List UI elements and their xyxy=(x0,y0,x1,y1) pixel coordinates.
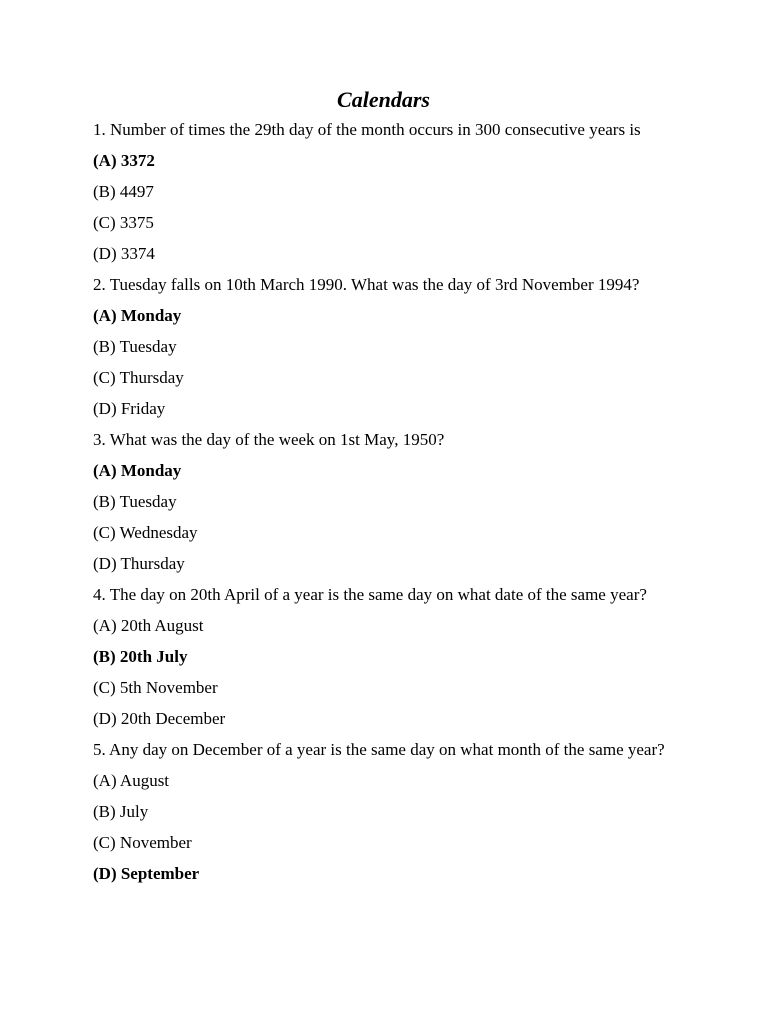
question-5-option-d: (D) September xyxy=(93,864,200,883)
question-5-option-a: (A) August xyxy=(93,771,170,790)
question-5-option-b: (B) July xyxy=(93,802,149,821)
question-3-option-b: (B) Tuesday xyxy=(93,492,177,511)
question-1-option-c: (C) 3375 xyxy=(93,213,154,232)
question-5-option-c: (C) November xyxy=(93,833,192,852)
question-4-text: 4. The day on 20th April of a year is the same day on what date of the same year? xyxy=(93,585,647,604)
question-5-text: 5. Any day on December of a year is the same day on what month of the same year? xyxy=(93,740,665,759)
question-2-text: 2. Tuesday falls on 10th March 1990. What was the day of 3rd November 1994? xyxy=(93,275,640,294)
question-1-option-d: (D) 3374 xyxy=(93,244,155,263)
question-4-option-d: (D) 20th December xyxy=(93,709,226,728)
question-2-option-d: (D) Friday xyxy=(93,399,166,418)
question-2-option-a: (A) Monday xyxy=(93,306,182,325)
question-3-option-d: (D) Thursday xyxy=(93,554,185,573)
question-3-option-c: (C) Wednesday xyxy=(93,523,198,542)
page-title: Calendars xyxy=(337,87,430,112)
document-page xyxy=(93,86,674,895)
question-2-option-b: (B) Tuesday xyxy=(93,337,177,356)
question-1-option-b: (B) 4497 xyxy=(93,182,154,201)
question-4-option-b: (B) 20th July xyxy=(93,647,188,666)
question-4-option-a: (A) 20th August xyxy=(93,616,204,635)
question-3-text: 3. What was the day of the week on 1st May, 1950? xyxy=(93,430,445,449)
question-4-option-c: (C) 5th November xyxy=(93,678,218,697)
question-1-text: 1. Number of times the 29th day of the month occurs in 300 consecutive years is xyxy=(93,120,641,139)
question-3-option-a: (A) Monday xyxy=(93,461,182,480)
question-2-option-c: (C) Thursday xyxy=(93,368,184,387)
question-1-option-a: (A) 3372 xyxy=(93,151,155,170)
